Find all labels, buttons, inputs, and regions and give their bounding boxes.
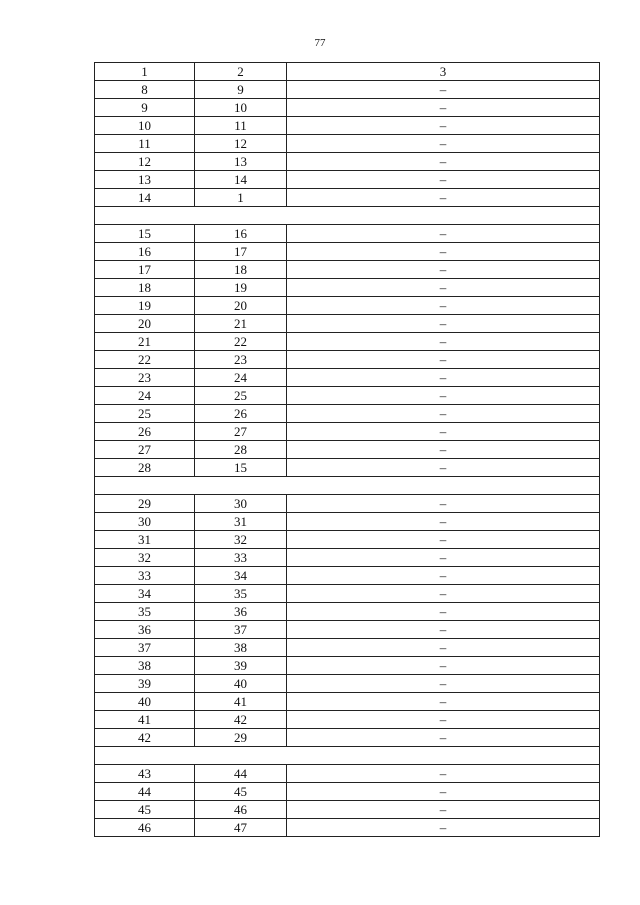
table-cell-col-2: 15 (195, 459, 287, 477)
table-cell-col-1: 14 (95, 189, 195, 207)
table-row (95, 621, 600, 639)
table-row (95, 153, 600, 171)
table-cell-col-1: 30 (95, 513, 195, 531)
header-cell-3: 3 (287, 63, 600, 81)
table-cell-col-2: 28 (195, 441, 287, 459)
table-cell-col-1: 25 (95, 405, 195, 423)
table-cell-col-3: – (287, 567, 600, 585)
table-row (95, 495, 600, 513)
table-row (95, 819, 600, 837)
separator-cell (95, 477, 600, 495)
table-cell-col-3: – (287, 675, 600, 693)
table-cell-col-2: 18 (195, 261, 287, 279)
table-cell-col-2: 12 (195, 135, 287, 153)
table-cell-col-1: 21 (95, 333, 195, 351)
table-cell-col-1: 12 (95, 153, 195, 171)
table-cell-col-2: 40 (195, 675, 287, 693)
table-cell-col-1: 44 (95, 783, 195, 801)
table-cell-col-2: 24 (195, 369, 287, 387)
table-row (95, 189, 600, 207)
table-cell-col-2: 44 (195, 765, 287, 783)
table-cell-col-1: 37 (95, 639, 195, 657)
table-cell-col-3: – (287, 117, 600, 135)
table-cell-col-3: – (287, 603, 600, 621)
table-row (95, 531, 600, 549)
table-row (95, 369, 600, 387)
table-row (95, 675, 600, 693)
table-cell-col-2: 17 (195, 243, 287, 261)
table-cell-col-2: 42 (195, 711, 287, 729)
table-cell-col-3: – (287, 405, 600, 423)
table-cell-col-3: – (287, 387, 600, 405)
table-row (95, 279, 600, 297)
table-cell-col-2: 11 (195, 117, 287, 135)
table-row (95, 99, 600, 117)
table-row (95, 729, 600, 747)
separator-row (95, 207, 600, 225)
table-cell-col-1: 18 (95, 279, 195, 297)
table-cell-col-2: 31 (195, 513, 287, 531)
table-cell-col-1: 16 (95, 243, 195, 261)
table-row (95, 603, 600, 621)
table-row (95, 783, 600, 801)
table-cell-col-1: 22 (95, 351, 195, 369)
table-cell-col-3: – (287, 99, 600, 117)
table-cell-col-3: – (287, 441, 600, 459)
table-cell-col-2: 19 (195, 279, 287, 297)
table-cell-col-1: 28 (95, 459, 195, 477)
table-row (95, 117, 600, 135)
table-cell-col-1: 31 (95, 531, 195, 549)
table-cell-col-1: 27 (95, 441, 195, 459)
table-cell-col-1: 36 (95, 621, 195, 639)
table-cell-col-1: 41 (95, 711, 195, 729)
table-cell-col-2: 27 (195, 423, 287, 441)
table-cell-col-3: – (287, 729, 600, 747)
table-cell-col-2: 21 (195, 315, 287, 333)
table-cell-col-3: – (287, 585, 600, 603)
table-cell-col-2: 46 (195, 801, 287, 819)
table-row (95, 297, 600, 315)
table-cell-col-2: 33 (195, 549, 287, 567)
table-cell-col-2: 38 (195, 639, 287, 657)
table-cell-col-2: 30 (195, 495, 287, 513)
table-cell-col-1: 19 (95, 297, 195, 315)
table-cell-col-1: 46 (95, 819, 195, 837)
table-cell-col-3: – (287, 297, 600, 315)
table-cell-col-3: – (287, 351, 600, 369)
table-cell-col-3: – (287, 639, 600, 657)
table-row (95, 81, 600, 99)
table-cell-col-1: 23 (95, 369, 195, 387)
table-cell-col-2: 39 (195, 657, 287, 675)
table-row (95, 333, 600, 351)
table-cell-col-2: 26 (195, 405, 287, 423)
table-row (95, 387, 600, 405)
table-row (95, 261, 600, 279)
table-cell-col-3: – (287, 459, 600, 477)
table-header-row (95, 63, 600, 81)
table-cell-col-2: 37 (195, 621, 287, 639)
table-cell-col-2: 32 (195, 531, 287, 549)
table-cell-col-3: – (287, 135, 600, 153)
table-cell-col-2: 13 (195, 153, 287, 171)
table-row (95, 711, 600, 729)
table-cell-col-3: – (287, 495, 600, 513)
table-cell-col-2: 20 (195, 297, 287, 315)
table-cell-col-3: – (287, 315, 600, 333)
table-cell-col-3: – (287, 369, 600, 387)
table-cell-col-3: – (287, 333, 600, 351)
table-cell-col-3: – (287, 225, 600, 243)
table-cell-col-3: – (287, 765, 600, 783)
table-cell-col-1: 38 (95, 657, 195, 675)
table-row (95, 567, 600, 585)
table-row (95, 459, 600, 477)
table-cell-col-1: 32 (95, 549, 195, 567)
table-cell-col-2: 47 (195, 819, 287, 837)
table-cell-col-1: 13 (95, 171, 195, 189)
table-cell-col-3: – (287, 819, 600, 837)
table-cell-col-2: 14 (195, 171, 287, 189)
table-cell-col-3: – (287, 189, 600, 207)
table-cell-col-1: 10 (95, 117, 195, 135)
table-row (95, 693, 600, 711)
table-cell-col-2: 9 (195, 81, 287, 99)
table-row (95, 765, 600, 783)
table-cell-col-2: 29 (195, 729, 287, 747)
table-cell-col-3: – (287, 423, 600, 441)
table-cell-col-2: 23 (195, 351, 287, 369)
table-cell-col-1: 33 (95, 567, 195, 585)
table-cell-col-1: 11 (95, 135, 195, 153)
table-cell-col-1: 45 (95, 801, 195, 819)
table-cell-col-3: – (287, 657, 600, 675)
table-cell-col-2: 25 (195, 387, 287, 405)
table-cell-col-3: – (287, 549, 600, 567)
separator-cell (95, 747, 600, 765)
table-cell-col-1: 24 (95, 387, 195, 405)
table-row (95, 243, 600, 261)
table-cell-col-3: – (287, 711, 600, 729)
table-cell-col-2: 35 (195, 585, 287, 603)
table-cell-col-2: 16 (195, 225, 287, 243)
table-cell-col-3: – (287, 531, 600, 549)
table-row (95, 225, 600, 243)
table-cell-col-3: – (287, 153, 600, 171)
table-cell-col-3: – (287, 693, 600, 711)
table-row (95, 423, 600, 441)
table-cell-col-3: – (287, 261, 600, 279)
table-cell-col-1: 39 (95, 675, 195, 693)
table-cell-col-3: – (287, 171, 600, 189)
table-cell-col-3: – (287, 621, 600, 639)
table-cell-col-1: 17 (95, 261, 195, 279)
table-cell-col-3: – (287, 81, 600, 99)
table-row (95, 549, 600, 567)
table-cell-col-2: 22 (195, 333, 287, 351)
table-cell-col-3: – (287, 279, 600, 297)
table-cell-col-2: 41 (195, 693, 287, 711)
separator-cell (95, 207, 600, 225)
table-cell-col-2: 45 (195, 783, 287, 801)
separator-row (95, 747, 600, 765)
table-row (95, 801, 600, 819)
table-cell-col-2: 1 (195, 189, 287, 207)
table-cell-col-3: – (287, 801, 600, 819)
table-row (95, 639, 600, 657)
table-body (95, 63, 600, 837)
table-cell-col-1: 9 (95, 99, 195, 117)
table-row (95, 441, 600, 459)
table-cell-col-1: 26 (95, 423, 195, 441)
table-row (95, 315, 600, 333)
table-row (95, 351, 600, 369)
table-row (95, 405, 600, 423)
table-row (95, 657, 600, 675)
table-cell-col-1: 40 (95, 693, 195, 711)
table-cell-col-1: 42 (95, 729, 195, 747)
table-cell-col-2: 10 (195, 99, 287, 117)
table-cell-col-3: – (287, 243, 600, 261)
table-cell-col-1: 35 (95, 603, 195, 621)
table-cell-col-1: 15 (95, 225, 195, 243)
separator-row (95, 477, 600, 495)
table-cell-col-1: 43 (95, 765, 195, 783)
table-row (95, 135, 600, 153)
table-cell-col-2: 36 (195, 603, 287, 621)
table-cell-col-1: 20 (95, 315, 195, 333)
data-table (94, 62, 600, 837)
header-cell-1: 1 (95, 63, 195, 81)
page-number: 77 (314, 37, 326, 49)
table-row (95, 513, 600, 531)
table-cell-col-1: 29 (95, 495, 195, 513)
table-row (95, 585, 600, 603)
table-cell-col-1: 8 (95, 81, 195, 99)
header-cell-2: 2 (195, 63, 287, 81)
table-cell-col-1: 34 (95, 585, 195, 603)
table-cell-col-3: – (287, 513, 600, 531)
table-row (95, 171, 600, 189)
table-cell-col-3: – (287, 783, 600, 801)
table-cell-col-2: 34 (195, 567, 287, 585)
